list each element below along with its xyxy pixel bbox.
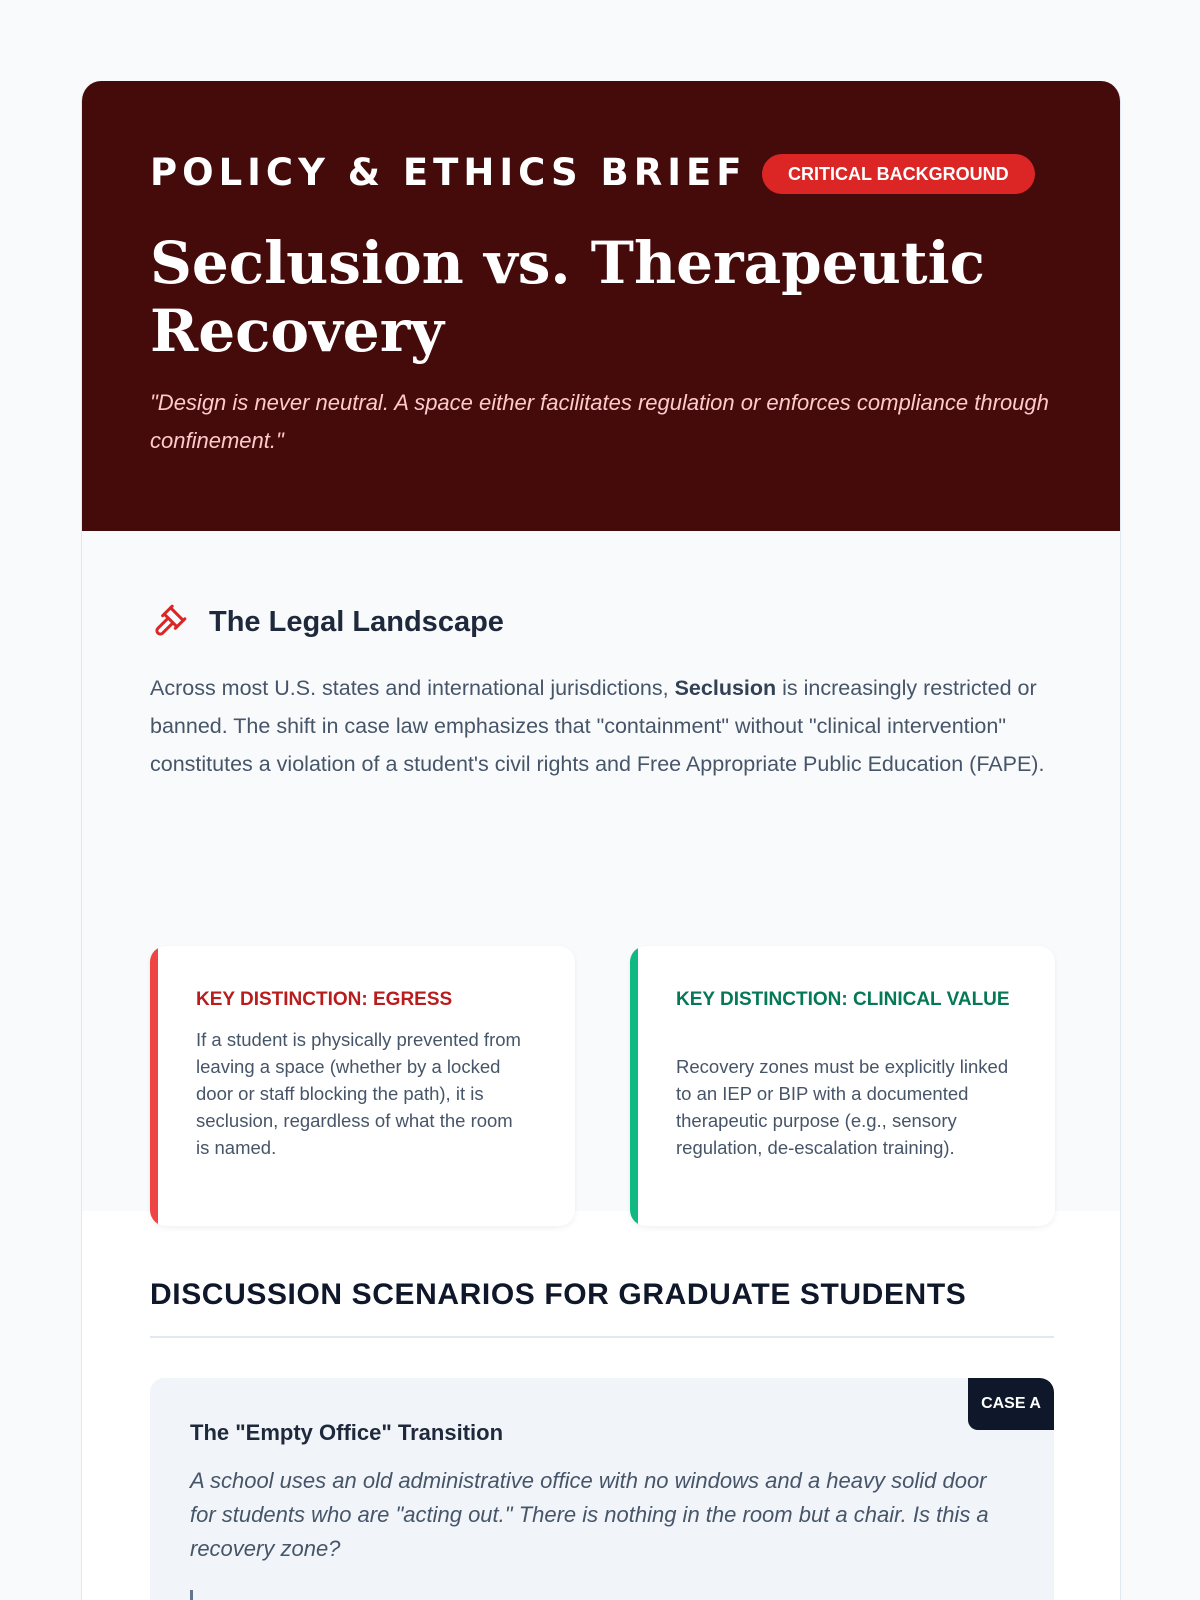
case-tag: CASE A [968,1378,1054,1430]
egress-distinction-card [150,946,575,1226]
case-title: The "Empty Office" Transition [190,1420,504,1445]
brief-header [82,81,1121,531]
egress-distinction-title: KEY DISTINCTION: EGRESS [196,989,453,1010]
legal-text-bold: Seclusion [674,676,777,700]
brief-card [81,81,1121,1600]
critical-background-badge: CRITICAL BACKGROUND [762,154,1035,194]
legal-landscape-section [82,531,1121,1211]
legal-landscape-paragraph [150,669,1050,783]
brief-eyebrow: POLICY & ETHICS BRIEF [150,151,747,194]
case-card [150,1378,1054,1600]
clinical-value-distinction-title: KEY DISTINCTION: CLINICAL VALUE [676,989,1010,1010]
legal-text-end: is increasingly restricted or banned. The shift in case law emphasizes that "containment" without "clinical intervention" constitutes a violation of a student's civil rights and Free Appropriate Public Education (FAPE). [150,676,1045,776]
section-divider [150,1336,1054,1338]
legal-landscape-heading: The Legal Landscape [209,606,504,638]
discussion-scenarios-heading: DISCUSSION SCENARIOS FOR GRADUATE STUDENTS [150,1278,967,1311]
egress-distinction-body: If a student is physically prevented from leaving a space (whether by a locked door or staff blocking the path), it is seclusion, regardless of what the room is named. [196,1029,521,1158]
clinical-value-distinction-body: Recovery zones must be explicitly linked to an IEP or BIP with a documented therapeutic purpose (e.g., sensory regulation, de-escalation training). [676,1056,1009,1158]
gavel-icon [150,603,188,641]
page-title: Seclusion vs. Therapeutic Recovery [150,229,985,365]
legal-text-start: Across most U.S. states and international jurisdictions, [150,676,675,700]
clinical-value-distinction-card [630,946,1055,1226]
header-quote: "Design is never neutral. A space either facilitates regulation or enforces compliance through confinement." [150,390,1049,453]
case-scenario: A school uses an old administrative office with no windows and a heavy solid door for students who are "acting out." There is nothing in the room but a chair. Is this a recovery zone? [190,1468,989,1561]
case-response-accent [190,1590,193,1600]
